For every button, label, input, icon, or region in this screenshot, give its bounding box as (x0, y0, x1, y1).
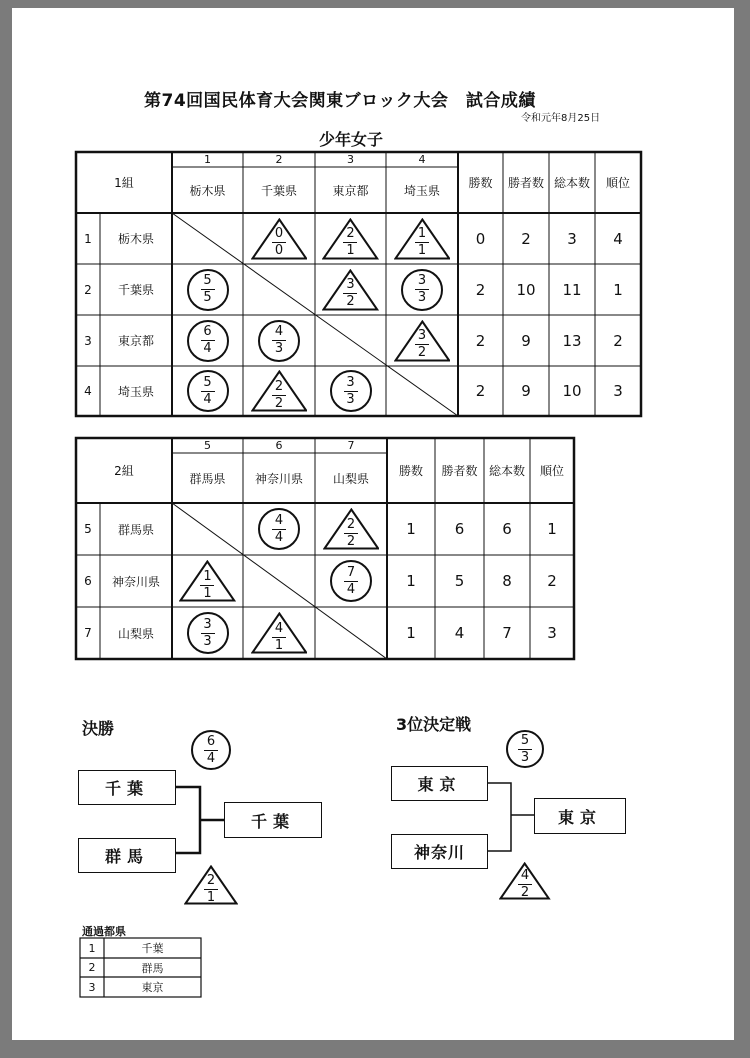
row-stat: 6 (454, 520, 465, 538)
row-stat: 2 (475, 331, 486, 350)
score-bottom: 1 (206, 889, 216, 905)
column-number: 7 (347, 439, 355, 452)
row-stat: 1 (613, 280, 623, 299)
row-number: 5 (84, 522, 92, 536)
category-heading: 少年女子 (319, 130, 384, 149)
row-stat: 3 (567, 229, 577, 248)
score-top: 3 (203, 616, 212, 632)
row-stat: 11 (562, 280, 582, 299)
row-stat: 6 (502, 520, 512, 538)
score-top: 5 (203, 374, 212, 390)
score-bottom: 4 (206, 750, 216, 766)
third-place-label: 3位決定戦 (396, 715, 472, 734)
row-stat: 10 (516, 280, 536, 299)
qualifiers-label: 通過都県 (82, 925, 126, 938)
row-stat: 1 (406, 572, 416, 590)
row-stat: 2 (475, 280, 486, 299)
row-number: 7 (84, 626, 92, 640)
score-top: 4 (520, 868, 530, 884)
row-stat: 3 (547, 624, 557, 642)
score-bottom: 1 (346, 243, 355, 259)
row-stat: 7 (502, 624, 512, 642)
score-top: 3 (346, 277, 355, 293)
score-bottom: 3 (417, 290, 427, 305)
score-bottom: 5 (203, 290, 212, 305)
stat-header: 順位 (539, 464, 564, 478)
row-team-name: 栃木県 (117, 232, 154, 246)
score-top: 1 (203, 568, 212, 584)
row-stat: 1 (406, 520, 416, 538)
column-header-team: 東京都 (332, 183, 369, 198)
score-top: 4 (274, 620, 284, 636)
row-stat: 2 (613, 331, 623, 350)
qualifier-name: 千葉 (141, 942, 164, 955)
column-header-team: 栃木県 (189, 183, 226, 198)
score-bottom: 2 (520, 885, 530, 901)
stat-header: 勝者数 (441, 464, 478, 478)
row-team-name: 山梨県 (117, 626, 154, 641)
row-stat: 2 (475, 382, 486, 400)
row-stat: 8 (502, 572, 512, 590)
column-number: 5 (204, 439, 211, 452)
score-bottom: 4 (346, 581, 356, 597)
final-team-bottom: 群馬 (78, 838, 176, 873)
score-top: 1 (417, 226, 427, 242)
row-number: 6 (84, 574, 92, 588)
final-team-top: 千葉 (78, 770, 176, 805)
score-top: 6 (206, 733, 216, 749)
row-stat: 9 (521, 382, 531, 400)
row-stat: 9 (521, 331, 531, 350)
column-number: 6 (275, 439, 283, 452)
score-top: 2 (206, 872, 216, 888)
score-top: 3 (417, 328, 427, 344)
column-header-team: 山梨県 (332, 471, 369, 486)
row-stat: 4 (613, 229, 623, 248)
score-bottom: 2 (346, 533, 356, 549)
score-top: 3 (417, 273, 427, 288)
score-top: 2 (274, 378, 284, 394)
third-place-winner: 東京 (534, 798, 626, 834)
row-team-name: 神奈川県 (111, 574, 160, 589)
score-bottom: 1 (203, 585, 212, 601)
score-top: 5 (520, 732, 530, 748)
column-number: 4 (418, 153, 426, 166)
column-number: 3 (347, 153, 354, 166)
qualifier-rank: 1 (88, 941, 96, 955)
row-stat: 0 (475, 229, 486, 248)
score-bottom: 0 (274, 243, 284, 259)
column-header-team: 埼玉県 (403, 183, 440, 198)
score-top: 2 (346, 226, 355, 242)
row-number: 2 (84, 282, 92, 297)
score-bottom: 4 (203, 391, 212, 407)
column-number: 1 (204, 153, 211, 166)
row-team-name: 千葉県 (117, 283, 154, 297)
score-top: 2 (346, 516, 356, 532)
qualifier-name: 群馬 (141, 961, 164, 975)
score-top: 7 (346, 564, 356, 580)
final-label: 決勝 (82, 719, 115, 738)
row-number: 1 (84, 231, 92, 246)
document-title: 第74回国民体育大会関東ブロック大会 試合成績 (144, 91, 536, 111)
row-stat: 10 (562, 382, 582, 400)
score-bottom: 2 (417, 345, 427, 361)
row-stat: 2 (547, 572, 557, 590)
score-bottom: 1 (274, 637, 284, 653)
row-number: 3 (84, 333, 92, 348)
score-bottom: 4 (274, 529, 284, 545)
column-header-team: 群馬県 (189, 471, 226, 486)
row-team-name: 埼玉県 (117, 384, 154, 399)
row-stat: 3 (613, 382, 623, 400)
row-team-name: 群馬県 (117, 522, 154, 537)
column-number: 2 (275, 153, 283, 166)
stat-header: 総本数 (553, 176, 590, 190)
document-date: 令和元年8月25日 (521, 113, 601, 124)
column-header-team: 千葉県 (260, 183, 297, 198)
row-stat: 1 (406, 624, 416, 642)
qualifier-rank: 2 (88, 961, 96, 974)
score-top: 5 (203, 273, 212, 288)
stat-header: 総本数 (488, 464, 525, 478)
score-bottom: 3 (520, 749, 530, 765)
score-top: 0 (274, 226, 284, 242)
final-winner: 千葉 (224, 802, 322, 838)
score-bottom: 2 (346, 294, 355, 310)
stat-header: 勝者数 (507, 176, 544, 190)
stat-header: 勝数 (398, 464, 423, 478)
score-bottom: 1 (417, 243, 427, 259)
row-stat: 13 (562, 331, 582, 350)
row-stat: 2 (521, 229, 531, 248)
score-bottom: 2 (274, 395, 284, 411)
row-stat: 4 (454, 624, 465, 642)
group-label: 1組 (114, 176, 134, 190)
row-stat: 5 (454, 572, 465, 590)
score-bottom: 4 (203, 341, 212, 356)
score-bottom: 3 (203, 633, 212, 649)
score-top: 4 (274, 324, 284, 339)
group-label: 2組 (114, 464, 134, 478)
score-bottom: 3 (346, 391, 355, 407)
row-stat: 1 (547, 520, 557, 538)
column-header-team: 神奈川県 (254, 471, 303, 486)
row-number: 4 (84, 384, 92, 398)
score-bottom: 3 (274, 341, 284, 356)
third-place-team-bottom: 神奈川 (391, 834, 488, 869)
score-top: 4 (274, 512, 284, 528)
row-team-name: 東京都 (117, 334, 154, 348)
score-top: 6 (203, 324, 212, 339)
stat-header: 勝数 (468, 176, 493, 190)
score-top: 3 (346, 374, 355, 390)
qualifier-rank: 3 (88, 980, 96, 994)
stat-header: 順位 (605, 176, 630, 190)
third-place-team-top: 東京 (391, 766, 488, 801)
qualifier-name: 東京 (141, 981, 164, 994)
